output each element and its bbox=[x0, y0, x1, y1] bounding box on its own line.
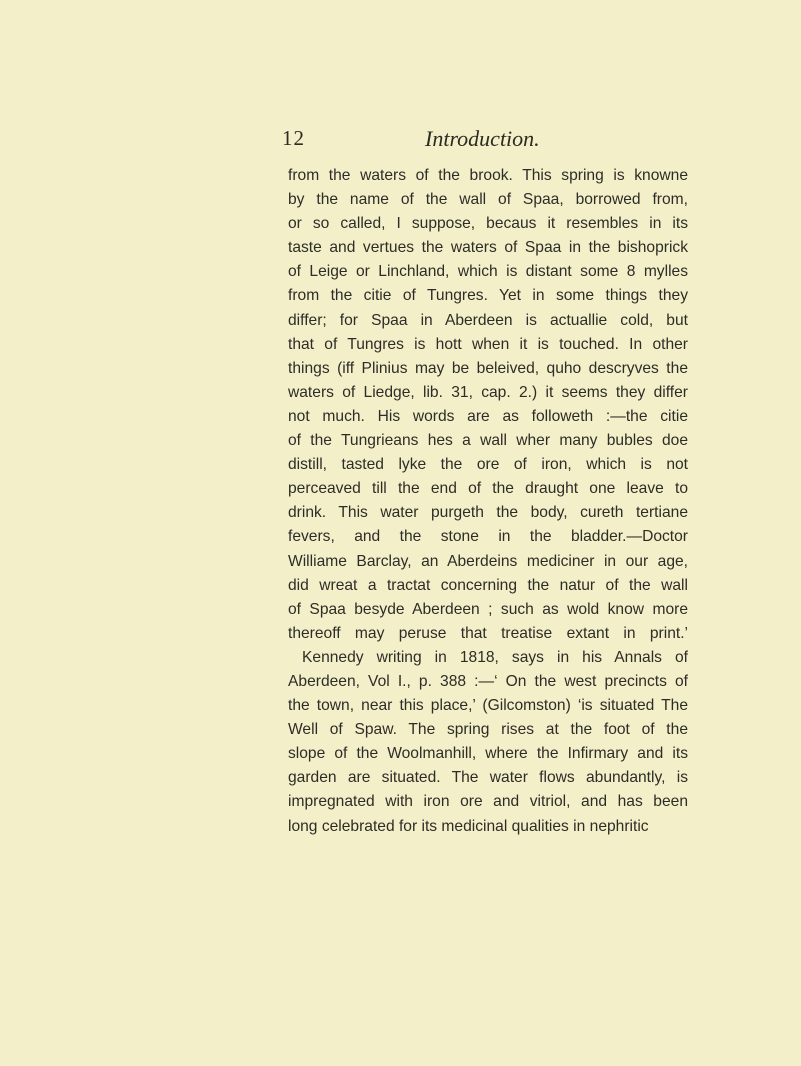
text-line: long celebrated for its medicinal qualities in nephritic bbox=[288, 817, 649, 835]
text-line: by the name of the wall of Spaa, borrowed from, bbox=[288, 191, 688, 209]
text-line: that of Tungres is hott when it is touched. In other bbox=[288, 335, 688, 353]
text-line: Kennedy writing in 1818, says in his Annals of bbox=[302, 648, 688, 666]
text-line: of the Tungrieans hes a wall wher many bubles doe bbox=[288, 432, 688, 450]
text-line: differ; for Spaa in Aberdeen is actuallie cold, but bbox=[288, 311, 688, 329]
text-line: thereoff may peruse that treatise extant in print.’ bbox=[288, 624, 688, 642]
text-line: from the waters of the brook. This spring is knowne bbox=[288, 167, 688, 184]
text-line: not much. His words are as followeth :—the citie bbox=[288, 407, 688, 425]
text-line: fevers, and the stone in the bladder.—Doctor bbox=[288, 528, 688, 546]
text-line: Williame Barclay, an Aberdeins mediciner in our age, bbox=[288, 552, 688, 570]
running-title: Introduction. bbox=[425, 126, 540, 151]
text-line: of Spaa besyde Aberdeen ; such as wold know more bbox=[288, 600, 688, 618]
text-line: Well of Spaw. The spring rises at the foot of the bbox=[288, 721, 688, 739]
text-line: did wreat a tractat concerning the natur of the wall bbox=[288, 576, 688, 594]
text-line: or so called, I suppose, becaus it resembles in its bbox=[288, 215, 688, 233]
text-line: perceaved till the end of the draught one leave to bbox=[288, 480, 688, 498]
text-line: slope of the Woolmanhill, where the Infirmary and its bbox=[288, 745, 688, 763]
text-line: the town, near this place,’ (Gilcomston) ‘is situated The bbox=[288, 697, 688, 715]
page-number: 12 bbox=[282, 126, 305, 150]
text-line: things (iff Plinius may be beleived, quho descryves the bbox=[288, 359, 688, 377]
text-line: drink. This water purgeth the body, cureth tertiane bbox=[288, 504, 688, 522]
text-line: impregnated with iron ore and vitriol, and has been bbox=[288, 793, 688, 811]
text-line: distill, tasted lyke the ore of iron, which is not bbox=[288, 456, 688, 474]
text-line: Aberdeen, Vol I., p. 388 :—‘ On the west precincts of bbox=[288, 672, 688, 690]
body-text bbox=[288, 164, 688, 839]
text-line: taste and vertues the waters of Spaa in the bishoprick bbox=[288, 239, 688, 257]
page-header bbox=[0, 126, 801, 156]
text-line: from the citie of Tungres. Yet in some things they bbox=[288, 287, 688, 305]
text-line: waters of Liedge, lib. 31, cap. 2.) it seems they differ bbox=[288, 383, 688, 401]
text-line: of Leige or Linchland, which is distant some 8 mylles bbox=[288, 263, 688, 281]
text-line: garden are situated. The water flows abundantly, is bbox=[288, 769, 688, 787]
